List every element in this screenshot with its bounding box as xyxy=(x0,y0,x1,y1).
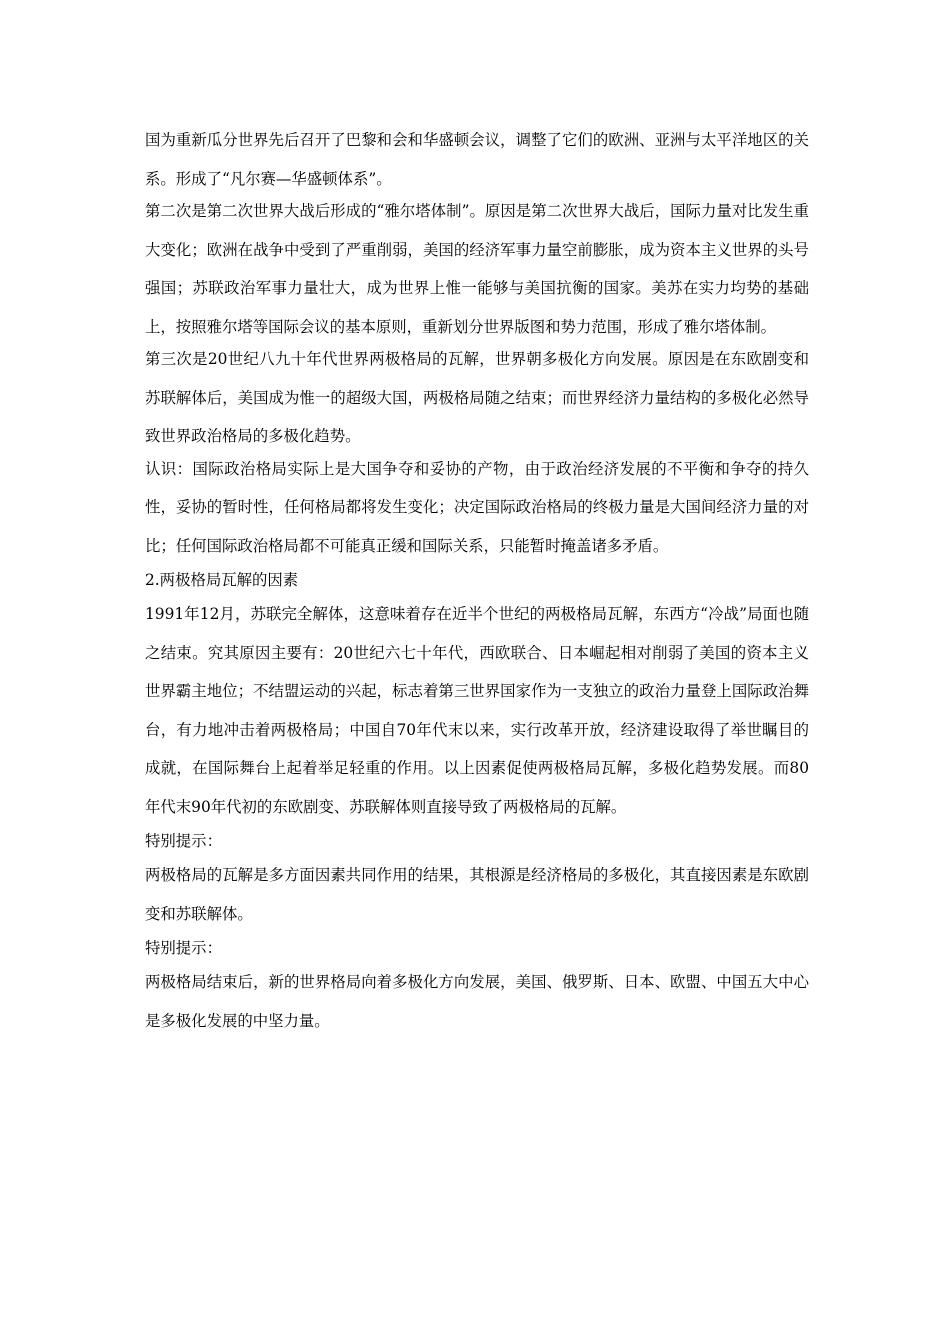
paragraph-tip-root-cause: 两极格局的瓦解是多方面因素共同作用的结果，其根源是经济格局的多极化，其直接因素是东欧剧变和苏联解体。 xyxy=(145,866,809,923)
special-tip-label: 特别提示： xyxy=(145,939,222,957)
paragraph-versailles-washington-system: 国为重新瓜分世界先后召开了巴黎和会和华盛顿会议，调整了它们的欧洲、亚洲与太平洋地区的关系。形成了“凡尔赛—华盛顿体系”。 xyxy=(145,131,809,188)
section-heading: 2.两极格局瓦解的因素 xyxy=(145,571,299,589)
document-body xyxy=(145,121,809,1040)
paragraph-yalta-system: 第二次是第二次世界大战后形成的“雅尔塔体制”。原因是第二次世界大战后，国际力量对比发生重大变化；欧洲在战争中受到了严重削弱，美国的经济军事力量空前膨胀，成为资本主义世界的头号强国；苏联政治军事力量壮大，成为世界上惟一能够与美国抗衡的国家。美苏在实力均势的基础上，按照雅尔塔等国际会议的基本原则，重新划分世界版图和势力范围，形成了雅尔塔体制。 xyxy=(145,202,809,336)
paragraph-understanding: 认识：国际政治格局实际上是大国争夺和妥协的产物，由于政治经济发展的不平衡和争夺的持久性，妥协的暂时性，任何格局都将发生变化；决定国际政治格局的终极力量是大国间经济力量的对比；任何国际政治格局都不可能真正缓和国际关系，只能暂时掩盖诸多矛盾。 xyxy=(145,459,809,555)
paragraph-tip-five-centers: 两极格局结束后，新的世界格局向着多极化方向发展，美国、俄罗斯、日本、欧盟、中国五大中心是多极化发展的中坚力量。 xyxy=(145,973,809,1030)
paragraph-bipolar-collapse-factors: 1991年12月，苏联完全解体，这意味着存在近半个世纪的两极格局瓦解，东西方“冷战”局面也随之结束。究其原因主要有：20世纪六七十年代，西欧联合、日本崛起相对削弱了美国的资本主义世界霸主地位；不结盟运动的兴起，标志着第三世界国家作为一支独立的政治力量登上国际政治舞台，有力地冲击着两极格局；中国自70年代末以来，实行改革开放，经济建设取得了举世瞩目的成就，在国际舞台上起着举足轻重的作用。以上因素促使两极格局瓦解，多极化趋势发展。而80年代末90年代初的东欧剧变、苏联解体则直接导致了两极格局的瓦解。 xyxy=(145,605,809,816)
paragraph-multipolarity: 第三次是20世纪八九十年代世界两极格局的瓦解，世界朝多极化方向发展。原因是在东欧剧变和苏联解体后，美国成为惟一的超级大国，两极格局随之结束；而世界经济力量结构的多极化必然导致世界政治格局的多极化趋势。 xyxy=(145,350,809,445)
special-tip-label: 特别提示： xyxy=(145,832,222,850)
